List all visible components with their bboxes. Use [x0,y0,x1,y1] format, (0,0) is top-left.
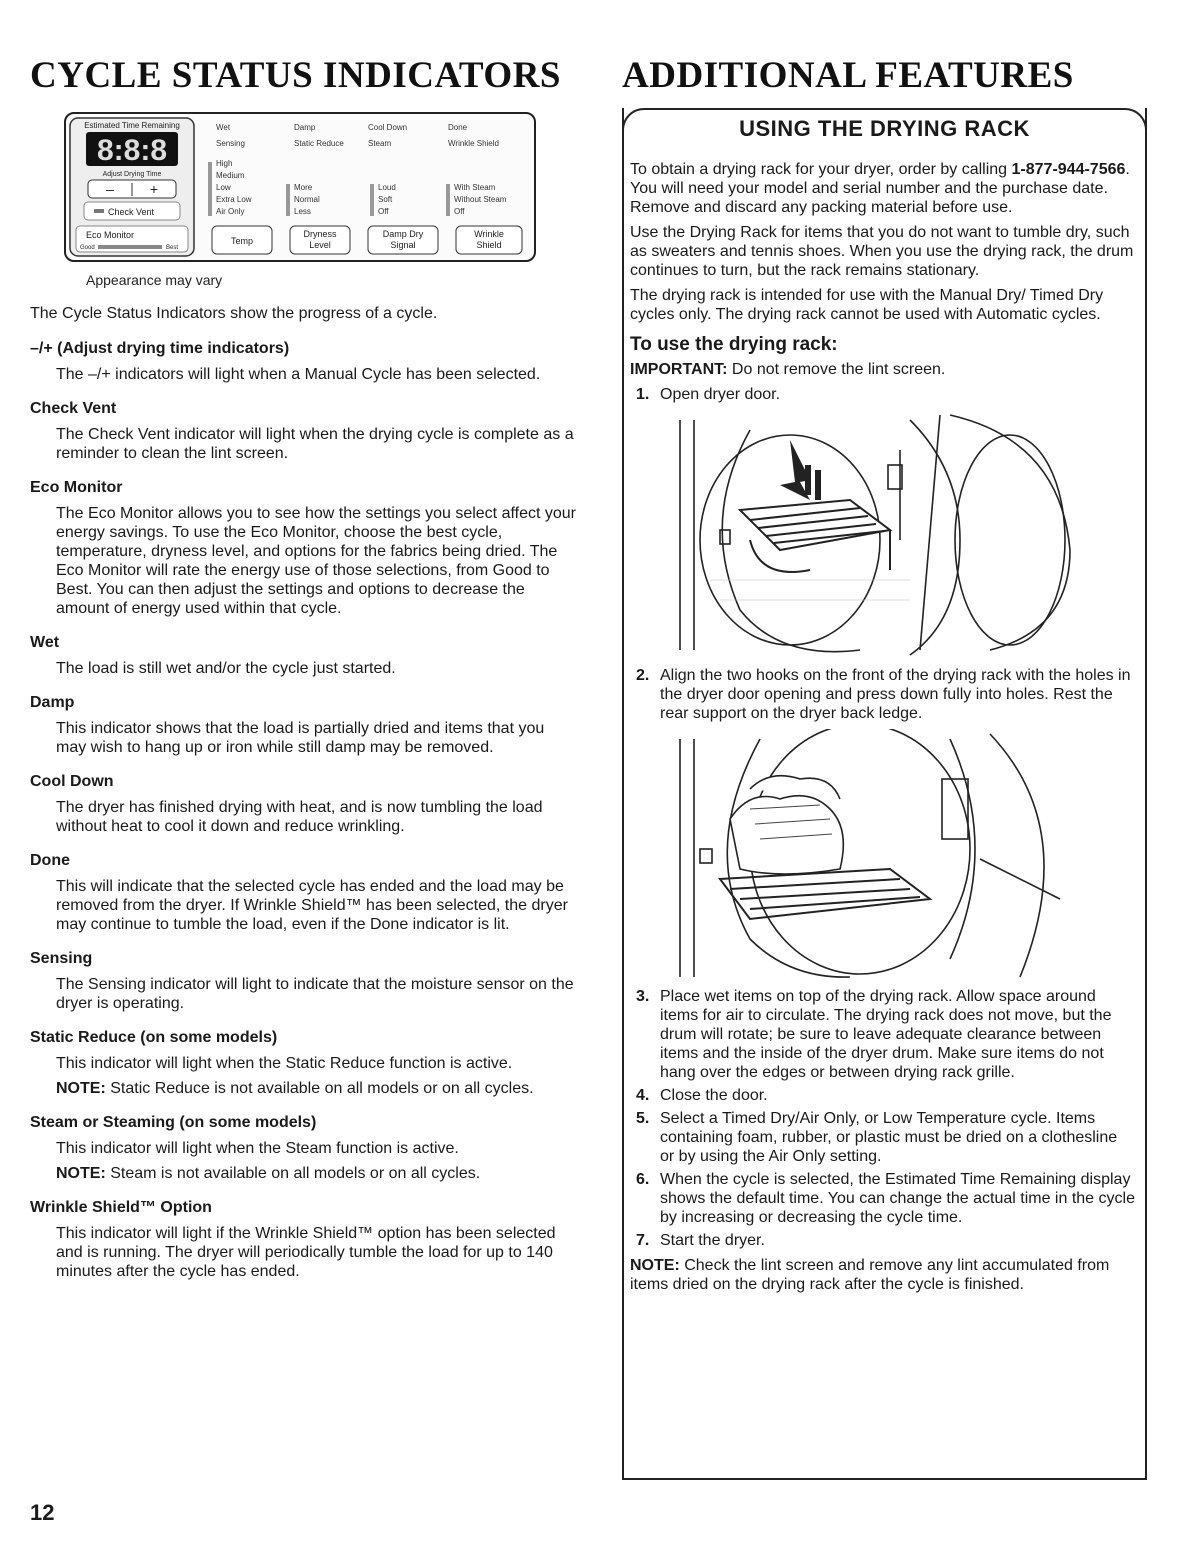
step-number: 7. [636,1232,650,1249]
indicator-body: This will indicate that the selected cycle has ended and the load may be removed from the dryer. If Wrinkle Shield™ has been selected, the dryer may continue to tumble the load, even if the Done indicator is lit. [56,878,568,933]
final-note-label: NOTE: [630,1257,680,1274]
indicator-eco-monitor [30,478,578,618]
paragraph-order [630,160,1135,217]
box-content [630,160,1135,1300]
control-panel-illustration [64,112,536,262]
indicator-body: This indicator shows that the load is partially dried and items that you may wish to hang up or iron while still damp may be removed. [56,720,545,756]
plus-label: + [149,181,159,197]
note-label: NOTE: [56,1165,106,1182]
step-text: Place wet items on top of the drying rack. Allow space around items for air to circulate. The drying rack does not move, but the drum will rotate; be sure to leave adequate clearance between items and the inside of the dryer drum. Make sure items do not hang over the edges or between drying rack grille. [660,988,1112,1081]
indicator-body: This indicator will light when the Static Reduce function is active. [56,1055,513,1072]
paragraph-cycles: The drying rack is intended for use with the Manual Dry/ Timed Dry cycles only. The drying rack cannot be used with Automatic cycles. [630,287,1104,323]
order-text-a: To obtain a drying rack for your dryer, order by calling [630,161,1012,178]
indicator-body: The Eco Monitor allows you to see how the settings you select affect your energy savings. To use the Eco Monitor, choose the best cycle, temperature, dryness level, and options for the fabrics being dried. The Eco Monitor will rate the energy use of those selections, from Good to Best. You can then adjust the settings and options to decrease the amount of energy used within that cycle. [56,505,576,617]
indicator-title: Steam or Steaming (on some models) [30,1114,317,1131]
final-note-text: Check the lint screen and remove any lint accumulated from items dried on the drying rack after the cycle is finished. [630,1257,1110,1293]
steps-list [630,385,1135,404]
shield-with-steam: With Steam [454,183,496,192]
important-label: IMPORTANT: [630,361,728,378]
status-static-reduce: Static Reduce [294,139,344,148]
status-sensing: Sensing [216,139,245,148]
left-column [30,56,578,1281]
step-number: 6. [636,1171,650,1188]
steps-list [630,987,1135,1250]
temp-low: Low [216,183,231,192]
step-number: 4. [636,1087,650,1104]
indicator-title: Sensing [30,950,93,967]
indicator-title: Done [30,852,70,869]
btn-wrinkle-label-1: Wrinkle [474,229,504,239]
indicator-sensing [30,949,578,1013]
indicator-check-vent [30,399,578,463]
figure-caption: Appearance may vary [86,272,223,288]
indicator-title: Static Reduce (on some models) [30,1029,278,1046]
step-number: 5. [636,1110,650,1127]
steps-list [630,666,1135,723]
signal-loud: Loud [378,183,396,192]
page-number: 12 [30,1500,55,1525]
figure-open-door-rack [660,410,1080,658]
indicator-title: Eco Monitor [30,479,123,496]
phone-number: 1-877-944-7566 [1011,161,1126,178]
check-vent-label: Check Vent [108,207,155,217]
indicator-note [56,1079,578,1098]
indicator-adjust-time [30,339,578,384]
btn-damp-label-1: Damp Dry [382,229,424,239]
status-damp: Damp [294,123,316,132]
btn-temp-label: Temp [230,236,254,246]
btn-dryness-label-2: Level [309,240,331,250]
status-done: Done [448,123,468,132]
indicator-damp [30,693,578,757]
note-text: Static Reduce is not available on all models or on all cycles. [105,1080,534,1097]
step-number: 3. [636,988,650,1005]
indicator-wrinkle-shield [30,1198,578,1281]
control-panel-drawing [66,114,534,260]
indicator-steam [30,1113,578,1183]
important-note [630,360,1135,379]
signal-soft: Soft [378,195,393,204]
drying-rack-box [622,108,1147,1480]
temp-air-only: Air Only [216,207,245,216]
time-remaining-label: Estimated Time Remaining [84,121,180,130]
note-label: NOTE: [56,1080,106,1097]
step-number: 2. [636,667,650,684]
indicator-body: The Sensing indicator will light to indicate that the moisture sensor on the dryer is operating. [56,976,574,1012]
eco-monitor-label: Eco Monitor [86,230,135,240]
indicator-wet [30,633,578,678]
box-title: USING THE DRYING RACK [622,108,1147,150]
minus-label: – [106,181,114,197]
step-text: Open dryer door. [660,386,781,403]
shield-without-steam: Without Steam [454,195,507,204]
step-text: Close the door. [660,1087,768,1104]
subheading-use-rack: To use the drying rack: [630,334,838,355]
dry-more: More [294,183,313,192]
indicator-body: The –/+ indicators will light when a Manual Cycle has been selected. [56,366,541,383]
temp-extra-low: Extra Low [216,195,252,204]
btn-wrinkle-label-2: Shield [476,240,502,250]
step-text: Start the dryer. [660,1232,765,1249]
intro-text: The Cycle Status Indicators show the progress of a cycle. [30,305,438,322]
step-text: Select a Timed Dry/Air Only, or Low Temperature cycle. Items containing foam, rubber, or plastic must be dried on a clothesline or by using the Air Only setting. [660,1110,1118,1165]
indicator-body: The Check Vent indicator will light when the drying cycle is complete as a reminder to clean the lint screen. [56,426,574,462]
indicator-static-reduce [30,1028,578,1098]
indicator-body: This indicator will light when the Steam function is active. [56,1140,459,1157]
btn-damp-label-2: Signal [390,240,416,250]
indicator-cool-down [30,772,578,836]
indicator-body: This indicator will light if the Wrinkle Shield™ option has been selected and is running. The dryer will periodically tumble the load for up to 140 minutes after the cycle has ended. [56,1225,556,1280]
indicator-title: –/+ (Adjust drying time indicators) [30,340,290,357]
step-3 [630,987,1135,1082]
shield-off: Off [454,207,465,216]
signal-off: Off [378,207,389,216]
dry-less: Less [294,207,311,216]
important-text: Do not remove the lint screen. [727,361,946,378]
right-column [622,56,1147,1480]
best-label: Best [166,245,179,251]
step-number: 1. [636,386,650,403]
final-note [630,1256,1135,1294]
time-digits: 8:8:8 [96,134,168,167]
dry-normal: Normal [294,195,320,204]
order-text-b: . You will need your model and serial number and the purchase date. Remove and discard any packing material before use. [630,161,1130,216]
indicator-title: Check Vent [30,400,117,417]
figure-rack-with-shoes [660,729,1080,979]
btn-dryness-label-1: Dryness [303,229,337,239]
indicator-done [30,851,578,934]
temp-medium: Medium [216,171,245,180]
adjust-time-label: Adjust Drying Time [102,171,162,178]
step-1 [630,385,1135,404]
paragraph-usage: Use the Drying Rack for items that you do not want to tumble dry, such as sweaters and tennis shoes. When you use the drying rack, the drum continues to turn, but the rack remains stationary. [630,224,1134,279]
step-6 [630,1170,1135,1227]
section-heading-additional-features: ADDITIONAL FEATURES [622,55,1074,96]
indicator-body: The dryer has finished drying with heat, and is now tumbling the load without heat to cool it down and reduce wrinkling. [56,799,543,835]
step-text: When the cycle is selected, the Estimated Time Remaining display shows the default time. You can change the actual time in the cycle by increasing or decreasing the cycle time. [660,1171,1135,1226]
status-cool-down: Cool Down [368,123,408,132]
section-heading-cycle-status: CYCLE STATUS INDICATORS [30,55,561,96]
step-7 [630,1231,1135,1250]
indicator-title: Cool Down [30,773,114,790]
step-5 [630,1109,1135,1166]
indicator-note [56,1164,578,1183]
status-steam: Steam [368,139,392,148]
indicator-title: Wet [30,634,60,651]
note-text: Steam is not available on all models or on all cycles. [105,1165,481,1182]
temp-high: High [216,159,233,168]
indicator-title: Wrinkle Shield™ Option [30,1199,212,1216]
indicator-body: The load is still wet and/or the cycle just started. [56,660,396,677]
good-label: Good [80,245,95,251]
step-4 [630,1086,1135,1105]
step-2 [630,666,1135,723]
status-wet: Wet [216,123,231,132]
indicator-title: Damp [30,694,75,711]
step-text: Align the two hooks on the front of the drying rack with the holes in the dryer door opening and press down fully into holes. Rest the rear support on the dryer back ledge. [660,667,1131,722]
status-wrinkle-shield: Wrinkle Shield [448,139,499,148]
